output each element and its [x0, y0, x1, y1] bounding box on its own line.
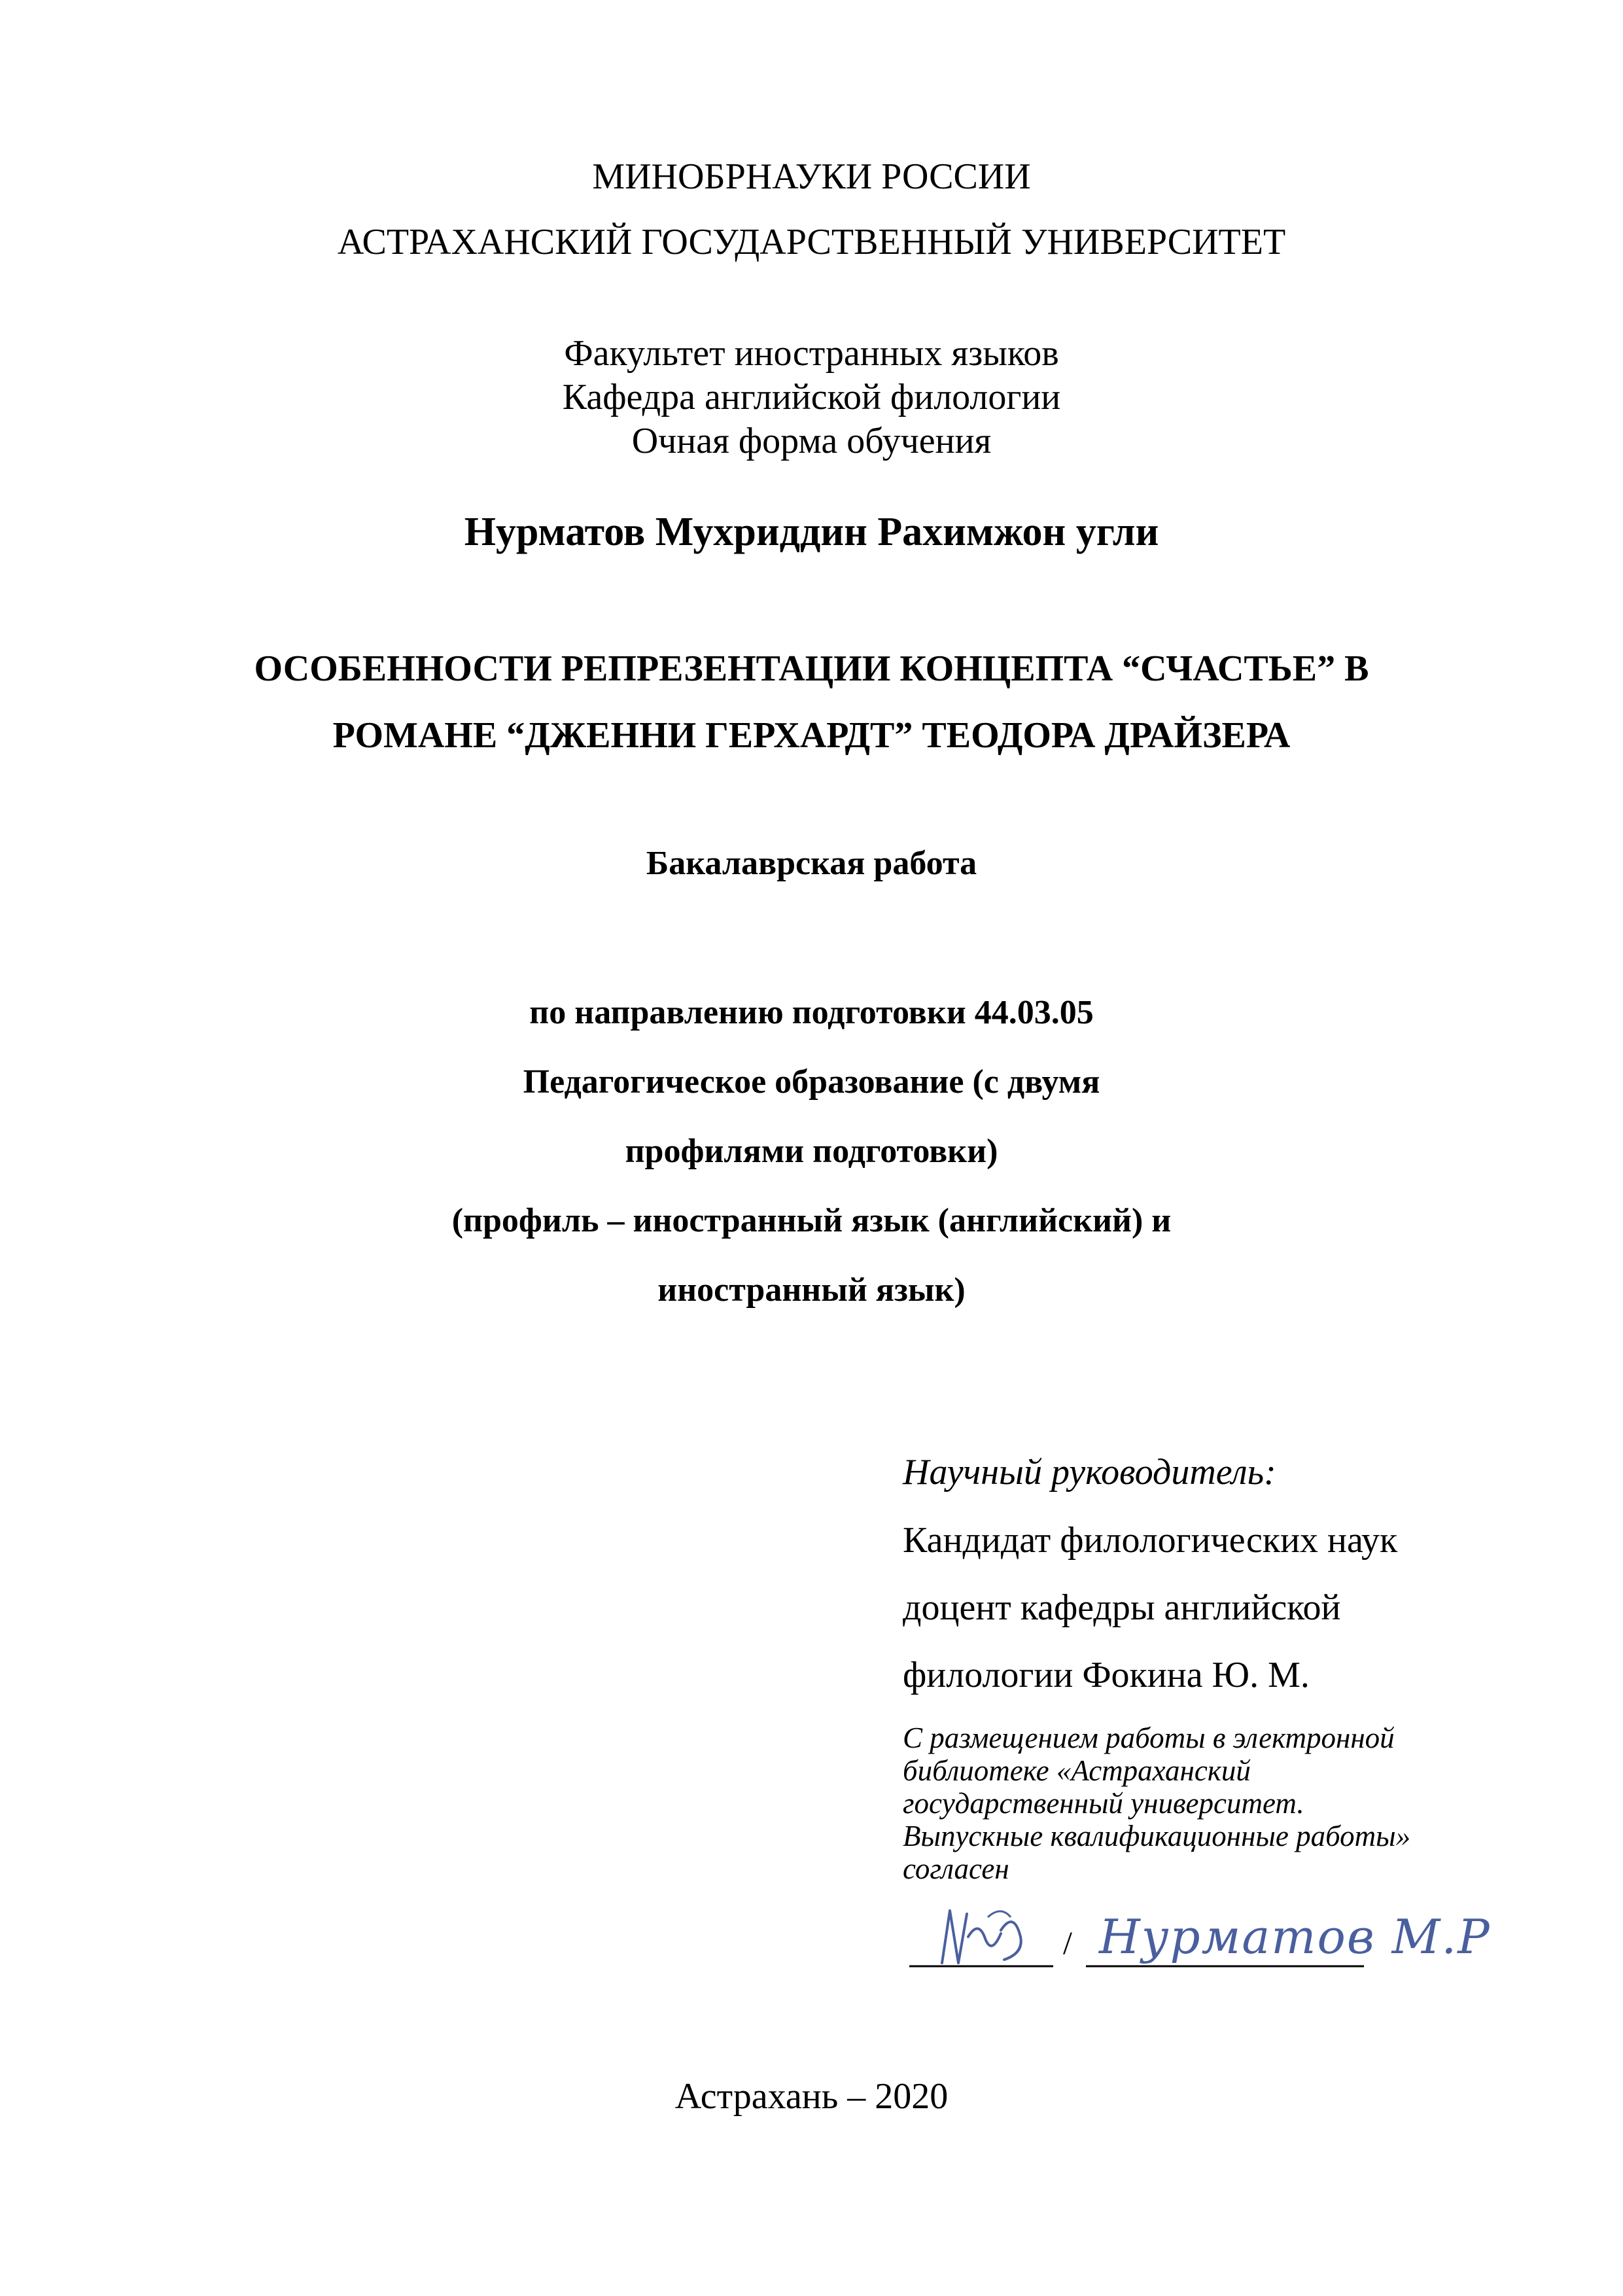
- city-year: Астрахань – 2020: [674, 2076, 949, 2117]
- thesis-title-line-1: ОСОБЕННОСТИ РЕПРЕЗЕНТАЦИИ КОНЦЕПТА “СЧАСТЬЕ” В: [254, 648, 1369, 689]
- supervisor-heading: Научный руководитель:: [903, 1452, 1276, 1492]
- consent-line-1: С размещением работы в электронной: [903, 1722, 1395, 1754]
- direction-line-4: (профиль – иностранный язык (английский) и: [451, 1202, 1172, 1239]
- department-name: Кафедра английской филологии: [562, 377, 1061, 417]
- supervisor-position: доцент кафедры английской: [903, 1587, 1341, 1628]
- work-type: Бакалаврская работа: [646, 845, 977, 882]
- direction-line-5: иностранный язык): [657, 1271, 966, 1309]
- supervisor-name: филологии Фокина Ю. М.: [903, 1655, 1310, 1695]
- signature-separator: /: [1063, 1924, 1072, 1961]
- signature-area: [903, 1891, 1491, 1996]
- direction-line-2: Педагогическое образование (с двумя: [523, 1063, 1100, 1101]
- faculty-name: Факультет иностранных языков: [564, 333, 1059, 374]
- handwritten-surname: Нурматов М.Р: [1099, 1909, 1491, 1964]
- consent-line-5: согласен: [903, 1852, 1009, 1885]
- consent-line-2: библиотеке «Астраханский: [903, 1754, 1251, 1787]
- direction-line-1: по направлению подготовки 44.03.05: [529, 994, 1094, 1031]
- supervisor-degree: Кандидат филологических наук: [903, 1520, 1398, 1561]
- ministry-name: МИНОБРНАУКИ РОССИИ: [592, 156, 1031, 197]
- thesis-title-line-2: РОМАНЕ “ДЖЕННИ ГЕРХАРДТ” ТЕОДОРА ДРАЙЗЕРА: [332, 715, 1291, 756]
- author-name: Нурматов Мухриддин Рахимжон угли: [464, 510, 1159, 554]
- consent-line-4: Выпускные квалификационные работы»: [903, 1820, 1411, 1852]
- consent-line-3: государственный университет.: [903, 1787, 1304, 1820]
- university-name: АСТРАХАНСКИЙ ГОСУДАРСТВЕННЫЙ УНИВЕРСИТЕТ: [337, 222, 1286, 262]
- direction-line-3: профилями подготовки): [625, 1133, 998, 1170]
- study-form: Очная форма обучения: [631, 421, 992, 461]
